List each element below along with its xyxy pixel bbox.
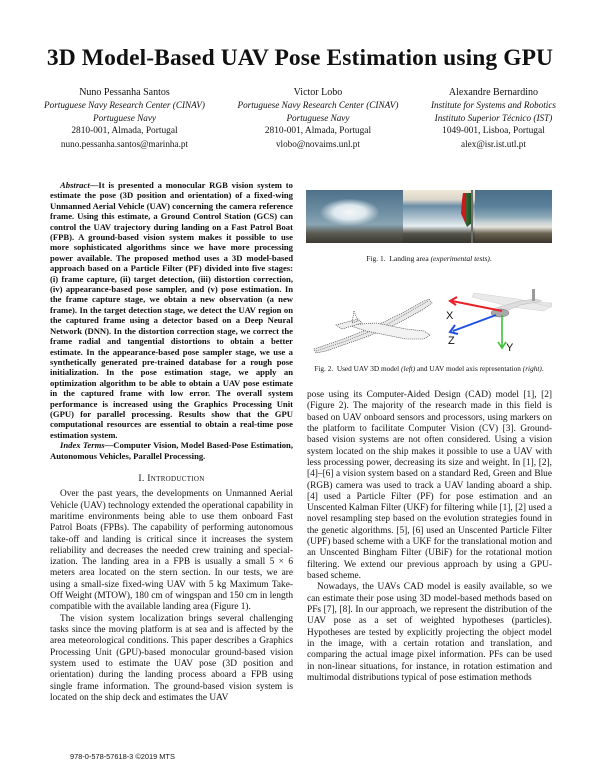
axis-x-label: X — [446, 310, 454, 322]
photo-stern-flag — [403, 190, 475, 243]
paper-title: 3D Model-Based UAV Pose Estimation using GPU — [46, 45, 554, 71]
author-affiliation-2: Portuguese Navy — [286, 113, 350, 123]
figure-label: Fig. 2. — [314, 364, 334, 373]
caption-end: . — [489, 254, 492, 263]
caption-italic: (experimental tests) — [430, 254, 490, 263]
figure-1-caption — [306, 254, 552, 263]
section-title: Introduction — [147, 472, 205, 484]
author-affiliation: Portuguese Navy Research Center (CINAV) — [44, 100, 205, 110]
caption-end: . — [541, 364, 544, 373]
author-name: Nuno Pessanha Santos — [79, 87, 170, 98]
section-number: I. — [138, 472, 145, 484]
uav-wireframe-model-icon — [314, 299, 432, 353]
axis-z-arrow-icon — [450, 315, 496, 334]
author-address: 2810-001, Almada, Portugal — [264, 126, 372, 136]
abstract — [50, 180, 293, 440]
intro-paragraph-2: The vision system localization brings several challenging tasks since the moving platform is at sea and is affected by the area meteorological conditions. This paper describes a Graphics Processing Unit (GPU)-based monocular ground-based vision system used to estimate the UAV pose (3D position and orientation) during the landing process aboard a FPB using single frame information. The ground-based vision system is located on the ship deck and estimates the UAV — [50, 613, 293, 703]
axis-y-label: Y — [506, 342, 514, 354]
section-heading-introduction — [50, 473, 293, 484]
photo-landing-deck — [475, 190, 552, 243]
author-email: vlobo@novaims.unl.pt — [275, 139, 360, 149]
caption-text: Used UAV 3D model — [336, 364, 400, 373]
axis-y-arrow-icon — [498, 315, 506, 348]
abstract-text: —It is presented a monocular RGB vision system to estimate the pose (3D position and orientation) of a fixed-wing Unmanned Aerial Vehicle (UAV) concerning the camera reference frame. Using this estimate, a Ground Control Station (GCS) can control the UAV trajectory during landing on a Fast Patrol Boat (FPB). A ground-based vision system makes it possible to use more sophisticated algorithms since we have more processing power available. The proposed method uses a 3D model-based approach based on a Particle Filter (PF) divided into five stages: (i) frame capture, (ii) target detection, (iii) distortion correction, (iv) appearance-based pose sampler, and (v) pose estimation. In the frame capture stage, we obtain a new observation (a new frame). In the target detection stage, we detect the UAV region on the captured frame using a detector based on a Deep Neural Network (DNN). In the distortion correction stage, we correct the frame radial and tangential distortions to obtain a better estimate. In the appearance-based pose sampler stage, we use a synthetically generated pre-trained database for a rough pose initialization. In the pose estimation stage, we apply an optimization algorithm to be able to obtain a UAV pose estimate in the captured frame with low error. The overall system performance is increased using the Graphics Processing Unit (GPU) for parallel processing. Results show that the GPU computational resources are essential to obtain a real-time pose estimation system. — [50, 180, 293, 440]
caption-text-2: and UAV model axis representation — [417, 364, 521, 373]
intro-paragraph-3: pose using its Computer-Aided Design (CAD) model [1], [2] (Figure 2). The majority of the research made in this field is based on UAV onboard sensors and processors, using markers on the platform to facilitate Computer Vision (CV) [3]. Ground-based vision systems are not often considered. Using a vision system located on the ship makes it possible to use a UAV with less processing power, decreasing its size and weight. In [1], [2], [4]–[6] a vision system based on a standard Red, Green and Blue (RGB) camera was used to track a UAV landing aboard a ship. [4] used a Particle Filter (PF) for pose estimation and an Unscented Kalman Filter (UKF) for filtering while [1], [2] used a novel resampling step based on the evolution strategies found in the genetic algorithms. [5], [6] used an Unscented Particle Filter (UPF) based scheme with a UKF for the translational motion and an Unscented Bingham Filter (UBiF) for the rotational motion filtering. We extend our previous approach by using a GPU-based scheme. — [307, 390, 552, 581]
author-address: 2810-001, Almada, Portugal — [71, 126, 178, 136]
axis-z-label: Z — [448, 335, 455, 347]
caption-text: Landing area — [389, 254, 429, 263]
copyright-footer: 978-0-578-57618-3 ©2019 MTS — [70, 752, 175, 761]
author-affiliation-2: Instituto Superior Técnico (IST) — [434, 113, 553, 123]
author-block — [44, 86, 556, 151]
figure-2-uav-models — [306, 285, 552, 359]
author-2 — [237, 86, 398, 151]
abstract-label: Abstract — [60, 180, 90, 190]
figure-2-caption — [300, 364, 558, 373]
flag-pole — [471, 190, 473, 243]
figure-label: Fig. 1. — [366, 254, 386, 263]
left-column — [50, 180, 293, 704]
portuguese-flag-icon — [461, 193, 471, 227]
author-email: nuno.pessanha.santos@marinha.pt — [60, 139, 189, 149]
intro-paragraph-1: Over the past years, the developments on Unmanned Aerial Vehicle (UAV) technology extended the operational capability in maritime environments being able to use them onboard Fast Patrol Boats (FPBs). The capability of performing autonomous take-off and landing is critical since it increases the system reliability and decreases the needed crew training and specialization. The landing area in a FPB is usually a small 5 × 6 meters area located on the stern section. In our tests, we are using a small-size fixed-wing UAV with 5 kg Maximum Take-Off Weight (MTOW), 180 cm of wingspan and 150 cm in length compatible with the available landing area (Figure 1). — [50, 489, 293, 613]
uav-rendered-model-icon — [472, 289, 552, 317]
author-affiliation: Portuguese Navy Research Center (CINAV) — [237, 100, 399, 110]
author-name: Victor Lobo — [293, 87, 343, 98]
author-1 — [44, 86, 205, 151]
author-email: alex@isr.ist.utl.pt — [461, 139, 526, 149]
photo-stern-wake — [306, 190, 403, 243]
index-terms — [50, 440, 293, 461]
index-terms-label: Index Terms — [60, 440, 105, 451]
caption-italic-2: (right) — [522, 364, 542, 373]
index-terms-text: —Computer Vision, Model Based-Pose Estimation, Autonomous Vehicles, Parallel Processing. — [50, 440, 293, 461]
author-address: 1049-001, Lisboa, Portugal — [442, 126, 545, 136]
right-column — [307, 390, 552, 684]
author-3 — [431, 86, 556, 151]
author-affiliation: Institute for Systems and Robotics — [430, 100, 556, 110]
author-name: Alexandre Bernardino — [448, 87, 539, 98]
caption-italic: (left) — [401, 364, 416, 373]
figure-1-landing-area-photos — [306, 190, 552, 243]
author-affiliation-2: Portuguese Navy — [92, 113, 156, 123]
uav-model-illustration — [306, 285, 552, 359]
intro-paragraph-4: Nowadays, the UAVs CAD model is easily available, so we can estimate their pose using 3D model-based methods based on PFs [7], [8]. In our approach, we represent the distribution of the UAV pose as a set of weighted hypotheses (particles). Hypotheses are tested by explicitly projecting the object model in the image, with a certain rotation and translation, and comparing the actual image pixel information. PFs can be used in non-linear situations, for instance, in rotation estimation and multimodal distributions typical of pose estimation methods — [307, 582, 552, 683]
